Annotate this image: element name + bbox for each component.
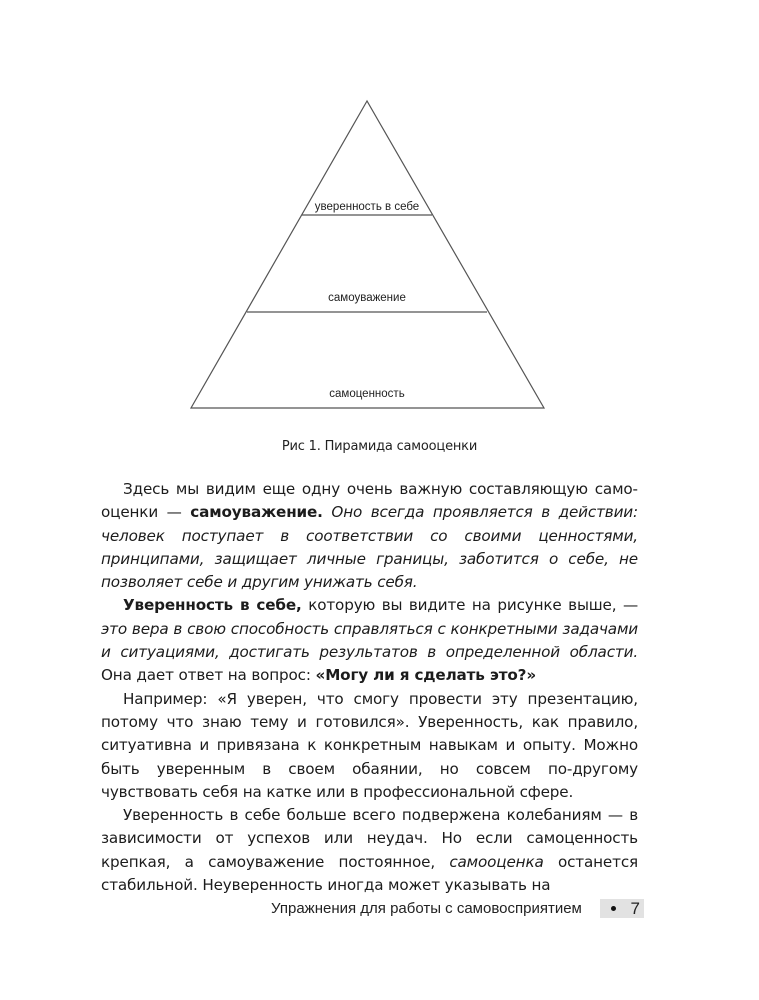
text-run: останется стабильной. Неуверенность иногда может указывать на <box>101 852 638 895</box>
key-question: «Могу ли я сделать это?» <box>315 666 536 685</box>
text-run: Она дает ответ на вопрос: <box>101 666 316 685</box>
pyramid-label-middle: самоуважение <box>328 292 406 304</box>
paragraph-self-respect <box>101 478 638 594</box>
pyramid-outline <box>191 101 544 408</box>
definition-self-confidence: это вера в свою способность справляться с конкретными задачами и ситуациями, достигать результатов в определенной области. <box>101 619 638 662</box>
page-number: 7 <box>630 899 640 918</box>
figure-caption: Рис 1. Пирамида самооценки <box>281 439 478 454</box>
definition-self-respect: Оно всегда проявляется в действии: человек поступает в соответствии со своими ценностями, принципами, защищает личные границы, заботится о себе, не позволяет себе и другим унижать себя. <box>101 503 638 592</box>
bullet-icon <box>611 906 616 911</box>
running-title: Упражнения для работы с самовосприятием <box>271 900 582 917</box>
text-run: Здесь мы видим еще одну очень важную составляющую самооценки — <box>101 480 638 522</box>
paragraph-example: Например: «Я уверен, что смогу провести эту презентацию, потому что знаю тему и готовился». Уверенность, как правило, ситуативна и привязана к конкретным навыкам и опыту. Можно быть уверенным в своем обаянии, но совсем по-другому чувствовать себя на катке или в профессиональной сфере. <box>101 689 638 801</box>
paragraph-self-confidence <box>101 594 638 687</box>
pyramid-diagram <box>0 0 759 430</box>
term-self-respect: самоуважение. <box>190 503 323 522</box>
page-number-box <box>600 899 644 918</box>
pyramid-figure <box>0 0 759 430</box>
pyramid-label-bottom: самоценность <box>329 388 405 400</box>
term-self-confidence: Уверенность в себе, <box>123 596 302 615</box>
term-self-esteem: самооценка <box>449 852 544 871</box>
pyramid-label-top: уверенность в себе <box>314 201 420 213</box>
text-run: которую вы видите на рисунке выше, — <box>301 596 638 615</box>
text-run: Уверенность в себе больше всего подвержена колебаниям — в зависимости от успехов или неудач. Но если самоценность крепкая, а самоуважение постоянное, <box>101 806 638 871</box>
body-text <box>101 478 638 897</box>
paragraph-fluctuation <box>101 804 638 897</box>
page-footer <box>0 899 759 919</box>
